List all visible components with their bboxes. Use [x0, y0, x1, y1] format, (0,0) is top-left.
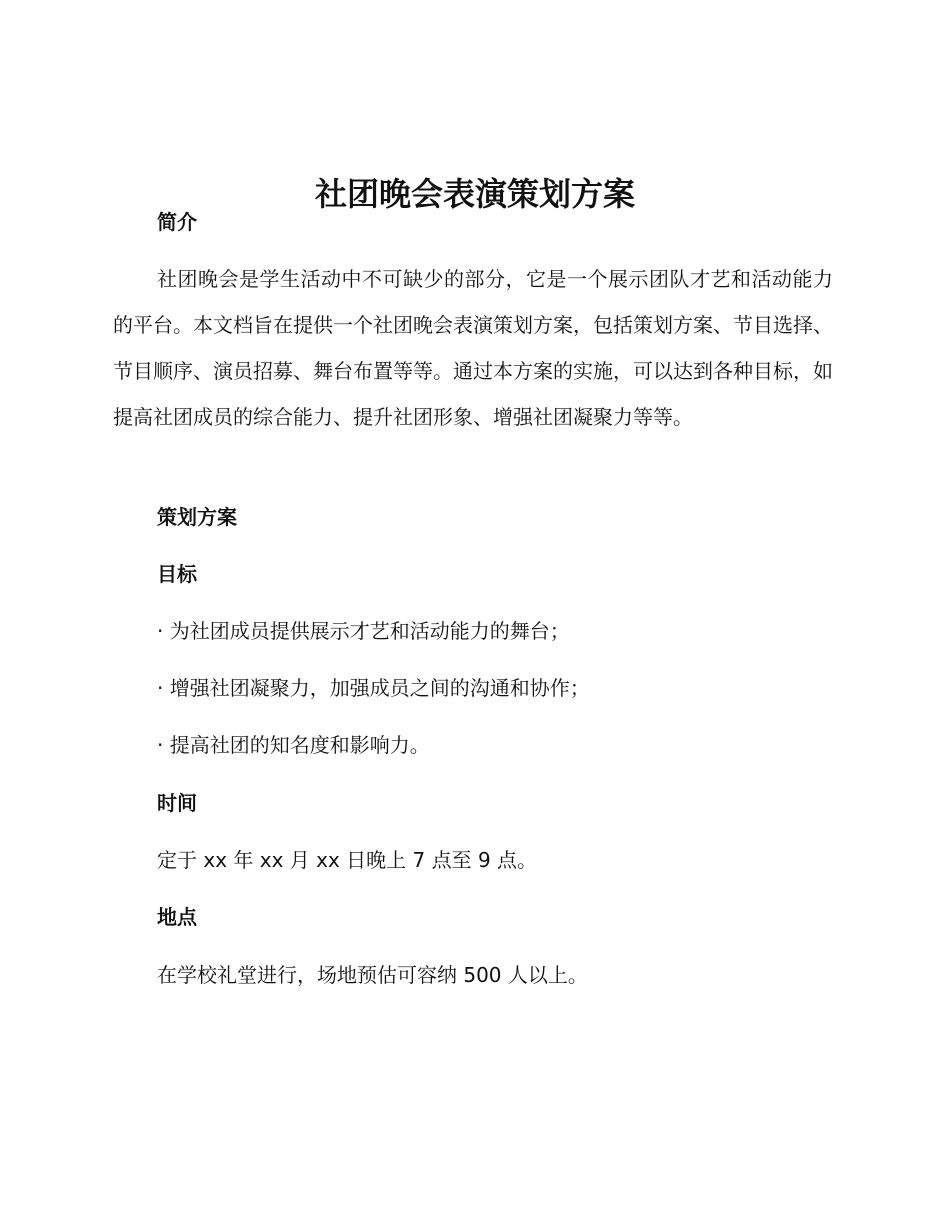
- time-text: 定于 xx 年 xx 月 xx 日晚上 7 点至 9 点。: [157, 848, 538, 872]
- goals-heading: 目标: [157, 562, 197, 586]
- intro-paragraph: 社团晚会是学生活动中不可缺少的部分，它是一个展示团队才艺和活动能力的平台。本文档旨在提供一个社团晚会表演策划方案，包括策划方案、节目选择、节目顺序、演员招募、舞台布置等等。通过本方案的实施，可以达到各种目标，如提高社团成员的综合能力、提升社团形象、增强社团凝聚力等等。: [113, 267, 833, 429]
- goal-item-2: · 增强社团凝聚力，加强成员之间的沟通和协作；: [157, 676, 590, 700]
- location-heading: 地点: [157, 905, 197, 929]
- plan-heading: 策划方案: [157, 505, 237, 529]
- goal-item-1: · 为社团成员提供展示才艺和活动能力的舞台；: [157, 619, 570, 643]
- intro-heading: 简介: [157, 210, 197, 234]
- time-heading: 时间: [157, 791, 197, 815]
- document-title: 社团晚会表演策划方案: [314, 175, 635, 214]
- goal-item-3: · 提高社团的知名度和影响力。: [157, 733, 430, 757]
- location-text: 在学校礼堂进行，场地预估可容纳 500 人以上。: [157, 963, 588, 987]
